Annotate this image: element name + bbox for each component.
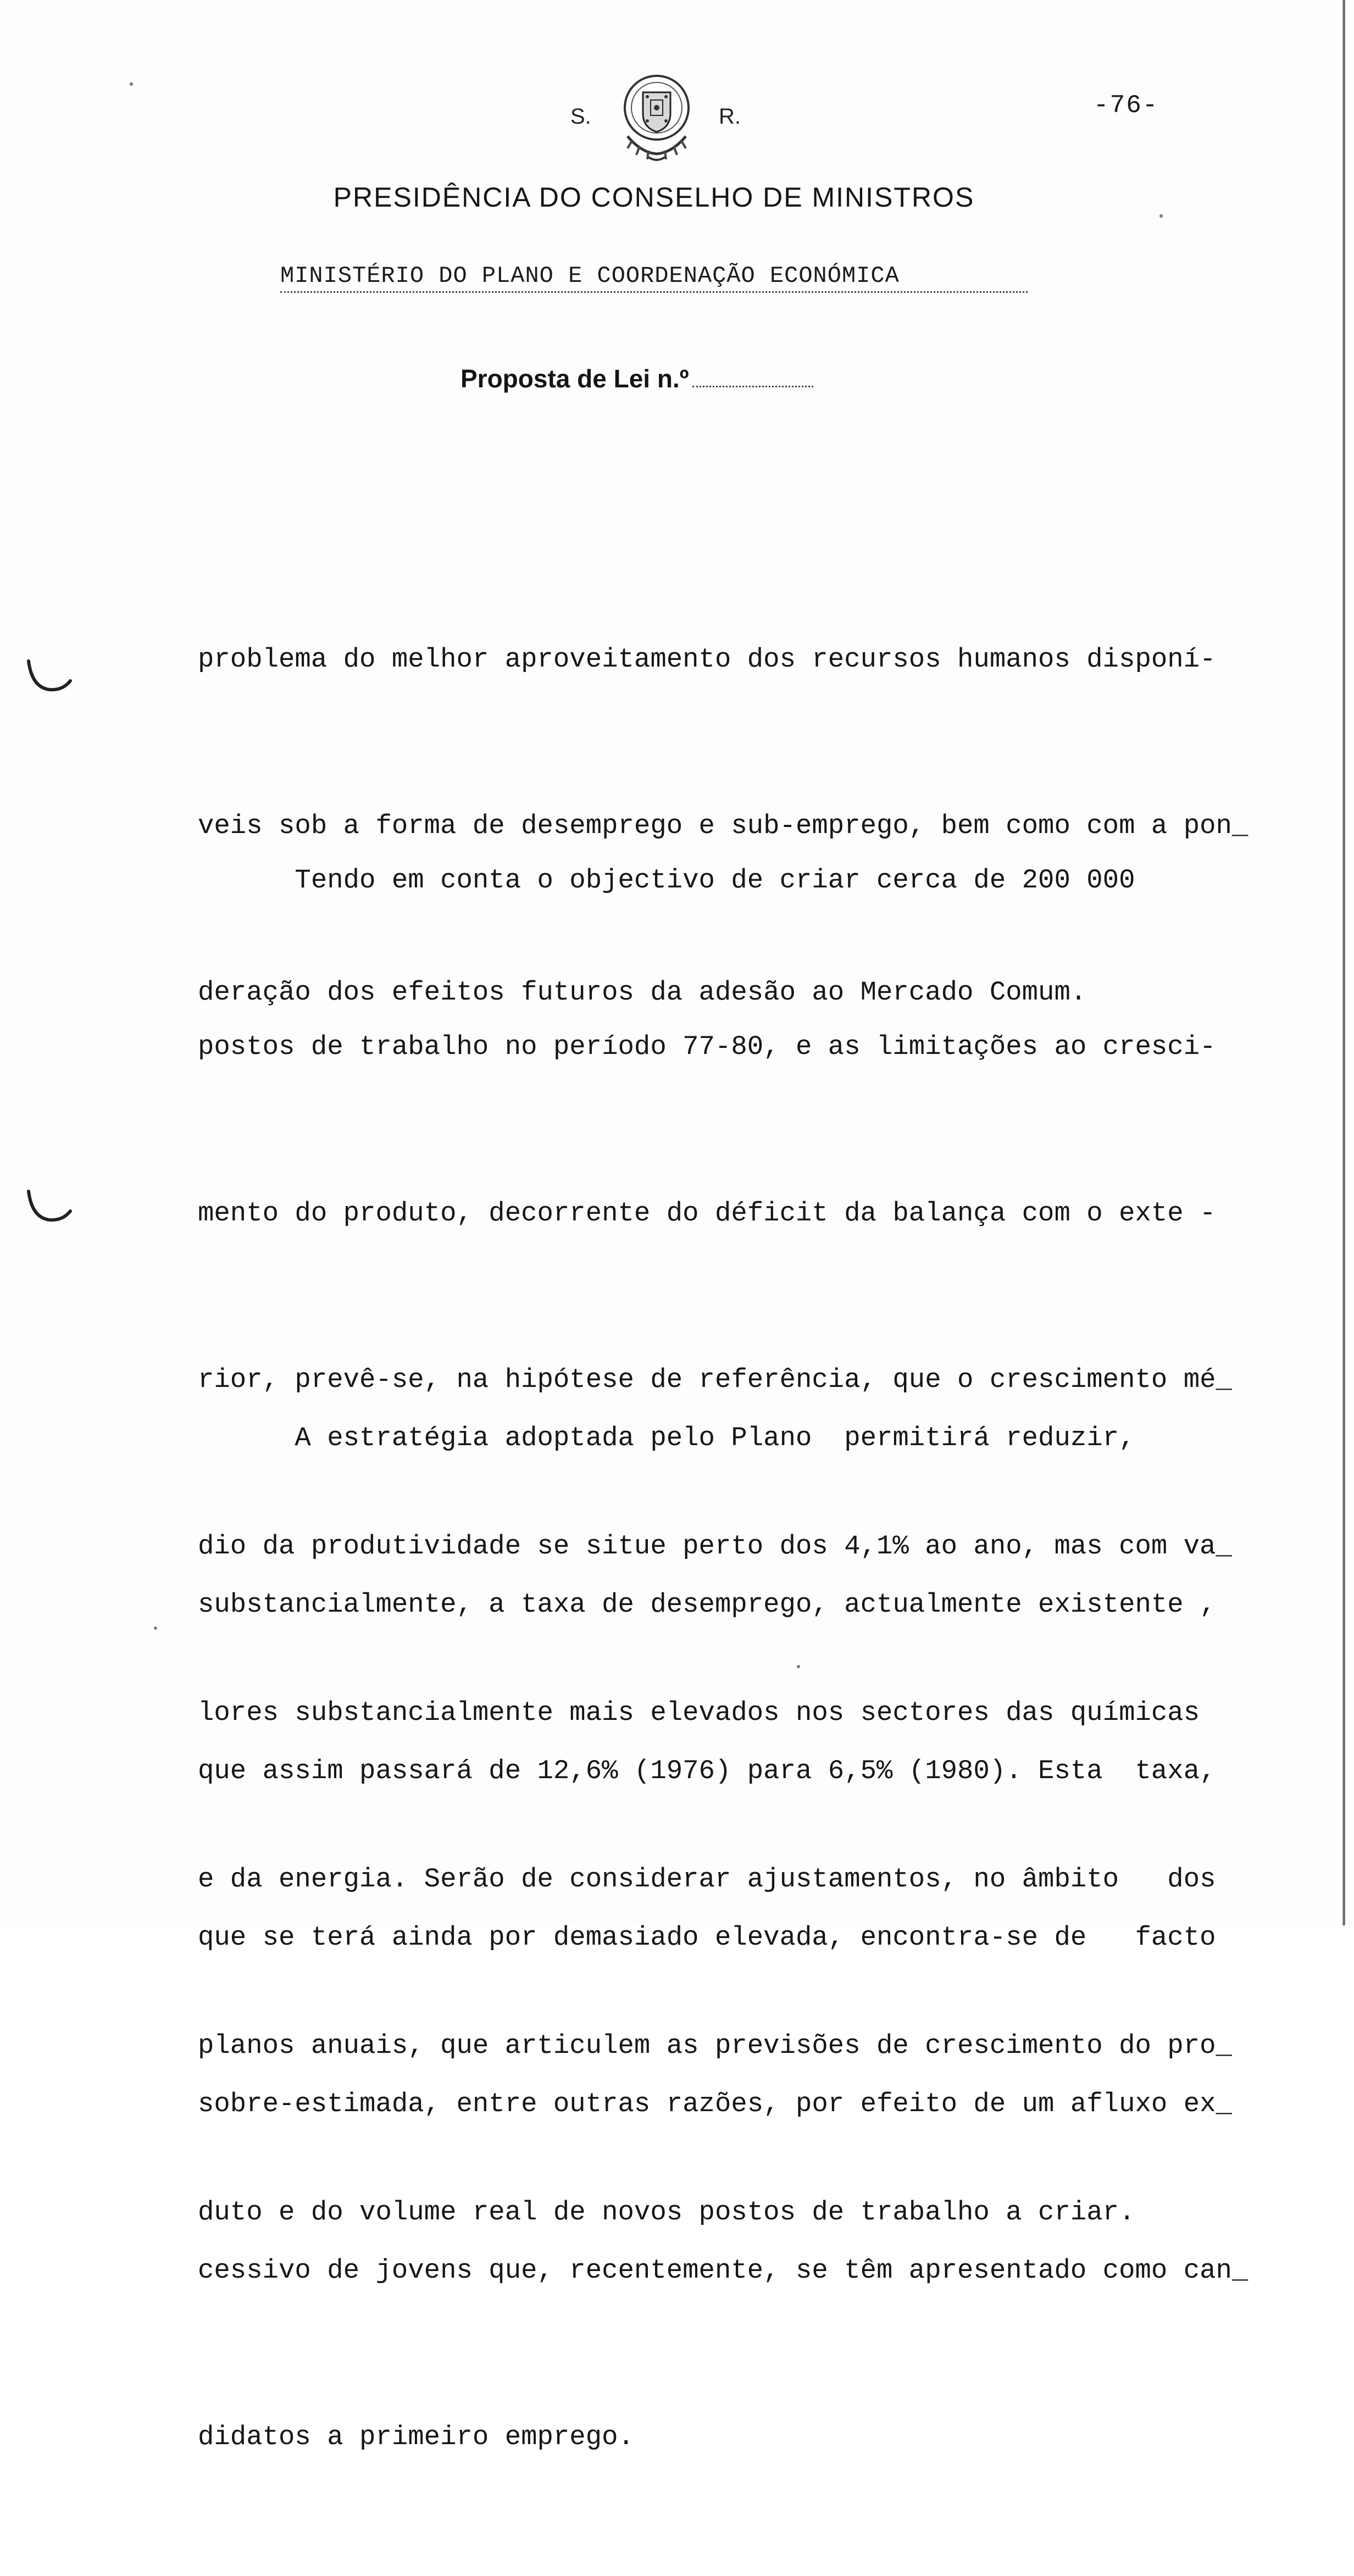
proposal-label-row xyxy=(460,364,813,393)
right-mark: R. xyxy=(719,104,741,129)
text-line: substancialmente, a taxa de desemprego, actualmente existente , xyxy=(198,1589,1216,1620)
text-line: didatos a primeiro emprego. xyxy=(198,2422,634,2452)
text-line: duto e do volume real de novos postos de trabalho a criar. xyxy=(198,2197,1135,2228)
text-line: sobre-estimada, entre outras razões, por efeito de um afluxo ex_ xyxy=(198,2089,1232,2119)
text-line: que se terá ainda por demasiado elevada, encontra-se de facto xyxy=(198,1922,1216,1953)
text-line: planos anuais, que articulem as previsões de crescimento do pro_ xyxy=(198,2030,1232,2061)
margin-check-mark-icon xyxy=(24,657,74,695)
paragraph-3 xyxy=(198,1300,1248,2576)
text-line: deração dos efeitos futuros da adesão ao Mercado Comum. xyxy=(198,977,1087,1008)
scan-speck xyxy=(154,1626,157,1630)
text-line: e da energia. Serão de considerar ajustamentos, no âmbito dos xyxy=(198,1864,1216,1895)
text-line: problema do melhor aproveitamento dos recursos humanos disponí- xyxy=(198,644,1216,675)
text-line: veis sob a forma de desemprego e sub-emprego, bem como com a pon_ xyxy=(198,810,1248,841)
scan-speck xyxy=(797,1665,800,1668)
scan-speck xyxy=(1159,214,1163,218)
left-mark: S. xyxy=(570,104,591,129)
scan-speck xyxy=(130,82,133,86)
ministry-heading: MINISTÉRIO DO PLANO E COORDENAÇÃO ECONÓMICA xyxy=(280,263,1028,293)
page-number: -76- xyxy=(1094,91,1159,120)
text-line: rior, prevê-se, na hipótese de referência, que o crescimento mé_ xyxy=(198,1364,1232,1395)
text-line: que assim passará de 12,6% (1976) para 6,5% (1980). Esta taxa, xyxy=(198,1756,1216,1786)
coat-of-arms-seal-icon xyxy=(615,70,698,164)
proposal-number-blank xyxy=(692,367,813,387)
margin-check-mark-icon xyxy=(24,1187,74,1225)
text-line: A estratégia adoptada pelo Plano permitirá reduzir, xyxy=(198,1423,1135,1453)
proposal-label: Proposta de Lei n.º xyxy=(460,364,689,393)
text-line: Tendo em conta o objectivo de criar cerca de 200 000 xyxy=(198,865,1135,896)
institution-heading: PRESIDÊNCIA DO CONSELHO DE MINISTROS xyxy=(333,182,975,213)
text-line: mento do produto, decorrente do déficit da balança com o exte - xyxy=(198,1198,1216,1229)
page-edge-shadow xyxy=(1342,0,1345,1925)
text-line: cessivo de jovens que, recentemente, se têm apresentado como can_ xyxy=(198,2255,1248,2286)
text-line: lores substancialmente mais elevados nos sectores das químicas xyxy=(198,1697,1200,1728)
text-line: postos de trabalho no período 77-80, e as limitações ao cresci- xyxy=(198,1031,1216,1062)
text-line: dio da produtividade se situe perto dos 4,1% ao ano, mas com va_ xyxy=(198,1531,1232,1562)
